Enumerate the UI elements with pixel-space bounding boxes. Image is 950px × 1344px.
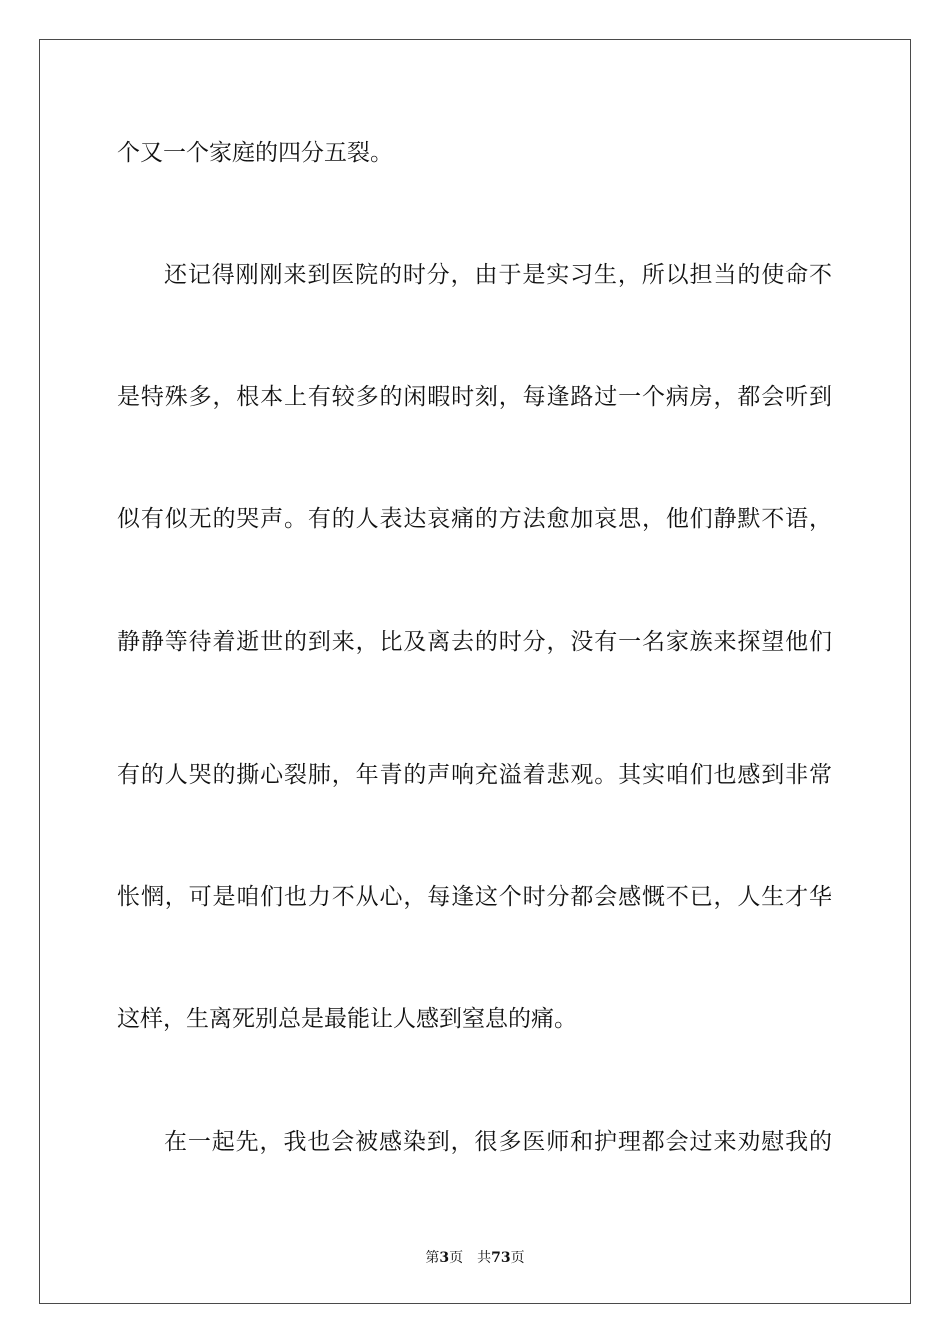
page-number: 3 xyxy=(439,1250,450,1266)
text-line: 是特殊多，根本上有较多的闲暇时刻，每逢路过一个病房，都会听到 xyxy=(117,384,832,410)
text-line: 静静等待着逝世的到来，比及离去的时分，没有一名家族来探望他们 xyxy=(117,629,832,655)
total-suffix: 页 xyxy=(510,1250,525,1266)
text-line: 有的人哭的撕心裂肺，年青的声响充溢着悲观。其实咱们也感到非常 xyxy=(117,762,832,788)
total-pages: 73 xyxy=(491,1250,511,1266)
total-prefix: 共 xyxy=(477,1250,492,1266)
text-line: 似有似无的哭声。有的人表达哀痛的方法愈加哀思，他们静默不语， xyxy=(117,506,832,532)
page-frame xyxy=(39,39,911,1304)
text-line: 怅惘，可是咱们也力不从心，每逢这个时分都会感慨不已，人生才华 xyxy=(117,884,832,910)
page-prefix: 第 xyxy=(425,1250,440,1266)
text-line: 个又一个家庭的四分五裂。 xyxy=(117,140,393,166)
page-footer xyxy=(0,1246,950,1270)
page-suffix: 页 xyxy=(449,1250,464,1266)
text-line: 这样，生离死别总是最能让人感到窒息的痛。 xyxy=(117,1006,577,1032)
text-line: 还记得刚刚来到医院的时分，由于是实习生，所以担当的使命不 xyxy=(164,262,832,288)
text-line: 在一起先，我也会被感染到，很多医师和护理都会过来劝慰我的 xyxy=(164,1129,832,1155)
